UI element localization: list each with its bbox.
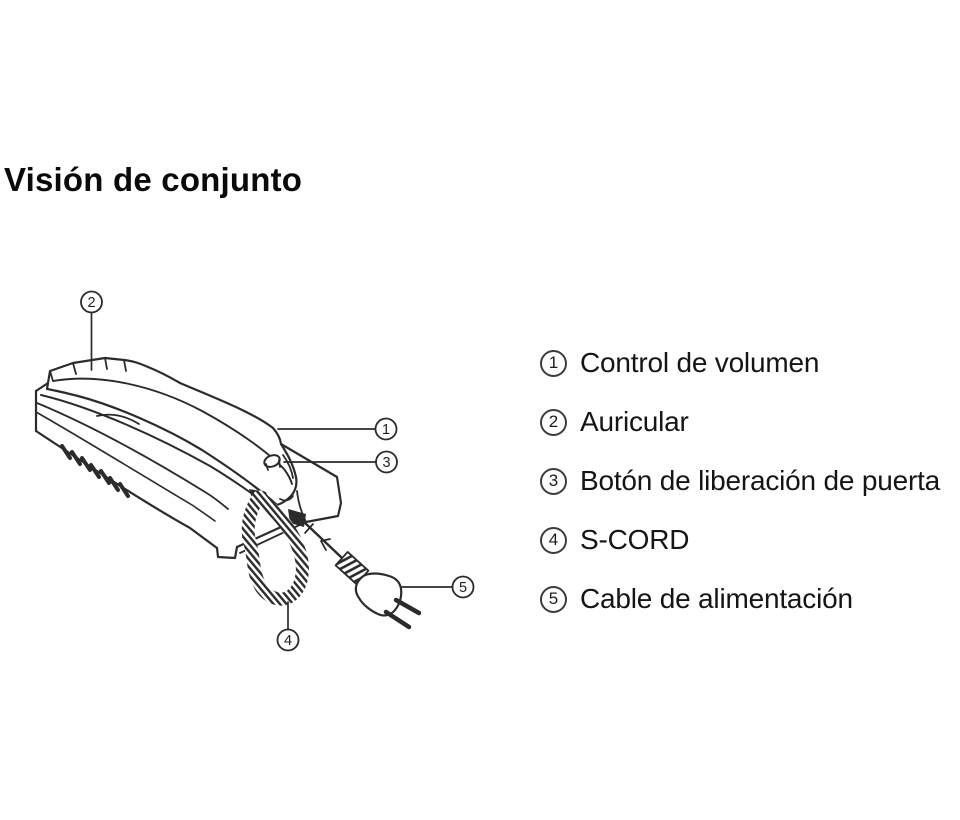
legend-item-label: Control de volumen	[580, 347, 820, 378]
legend-item-power-cable	[540, 585, 940, 613]
legend-item-circle	[540, 350, 567, 377]
plug-prong	[386, 612, 409, 627]
legend-item-circle	[540, 527, 567, 554]
legend-item-number: 4	[548, 530, 559, 549]
callout-1-number: 1	[381, 422, 391, 438]
callout-2-number: 2	[87, 295, 96, 311]
callout-3-number: 3	[382, 455, 391, 471]
callout-5-number: 5	[458, 580, 468, 596]
grille-bar	[82, 458, 90, 470]
legend-item-number: 1	[548, 353, 559, 372]
legend-item-label: Auricular	[580, 406, 689, 437]
base-left-face-edge	[36, 383, 48, 391]
handset	[47, 358, 296, 505]
legend-item-label: Botón de liberación de puerta	[580, 465, 941, 496]
legend-item-circle	[540, 468, 567, 495]
legend-item-number: 5	[548, 589, 559, 608]
page-title: Visión de conjunto	[4, 161, 303, 198]
legend-item-earpiece	[540, 408, 940, 436]
legend-item-label: S-CORD	[580, 524, 690, 555]
speaker-grille	[62, 446, 128, 496]
legend-item-circle	[540, 586, 567, 613]
legend-item-s-cord	[540, 526, 940, 554]
power-plug-body	[356, 574, 401, 616]
legend-item-label: Cable de alimentación	[580, 583, 853, 614]
legend-item-number: 2	[548, 412, 559, 431]
legend-item-number: 3	[548, 471, 559, 490]
base-right-face	[306, 477, 341, 522]
handset-outline	[47, 358, 296, 505]
power-cable	[304, 522, 419, 627]
base-foot	[217, 547, 237, 558]
legend	[540, 349, 940, 613]
legend-item-door-release	[540, 467, 940, 495]
legend-item-circle	[540, 409, 567, 436]
callout-4-number: 4	[283, 633, 293, 649]
legend-item-volume-control	[540, 349, 940, 377]
plug-prong	[396, 600, 419, 613]
